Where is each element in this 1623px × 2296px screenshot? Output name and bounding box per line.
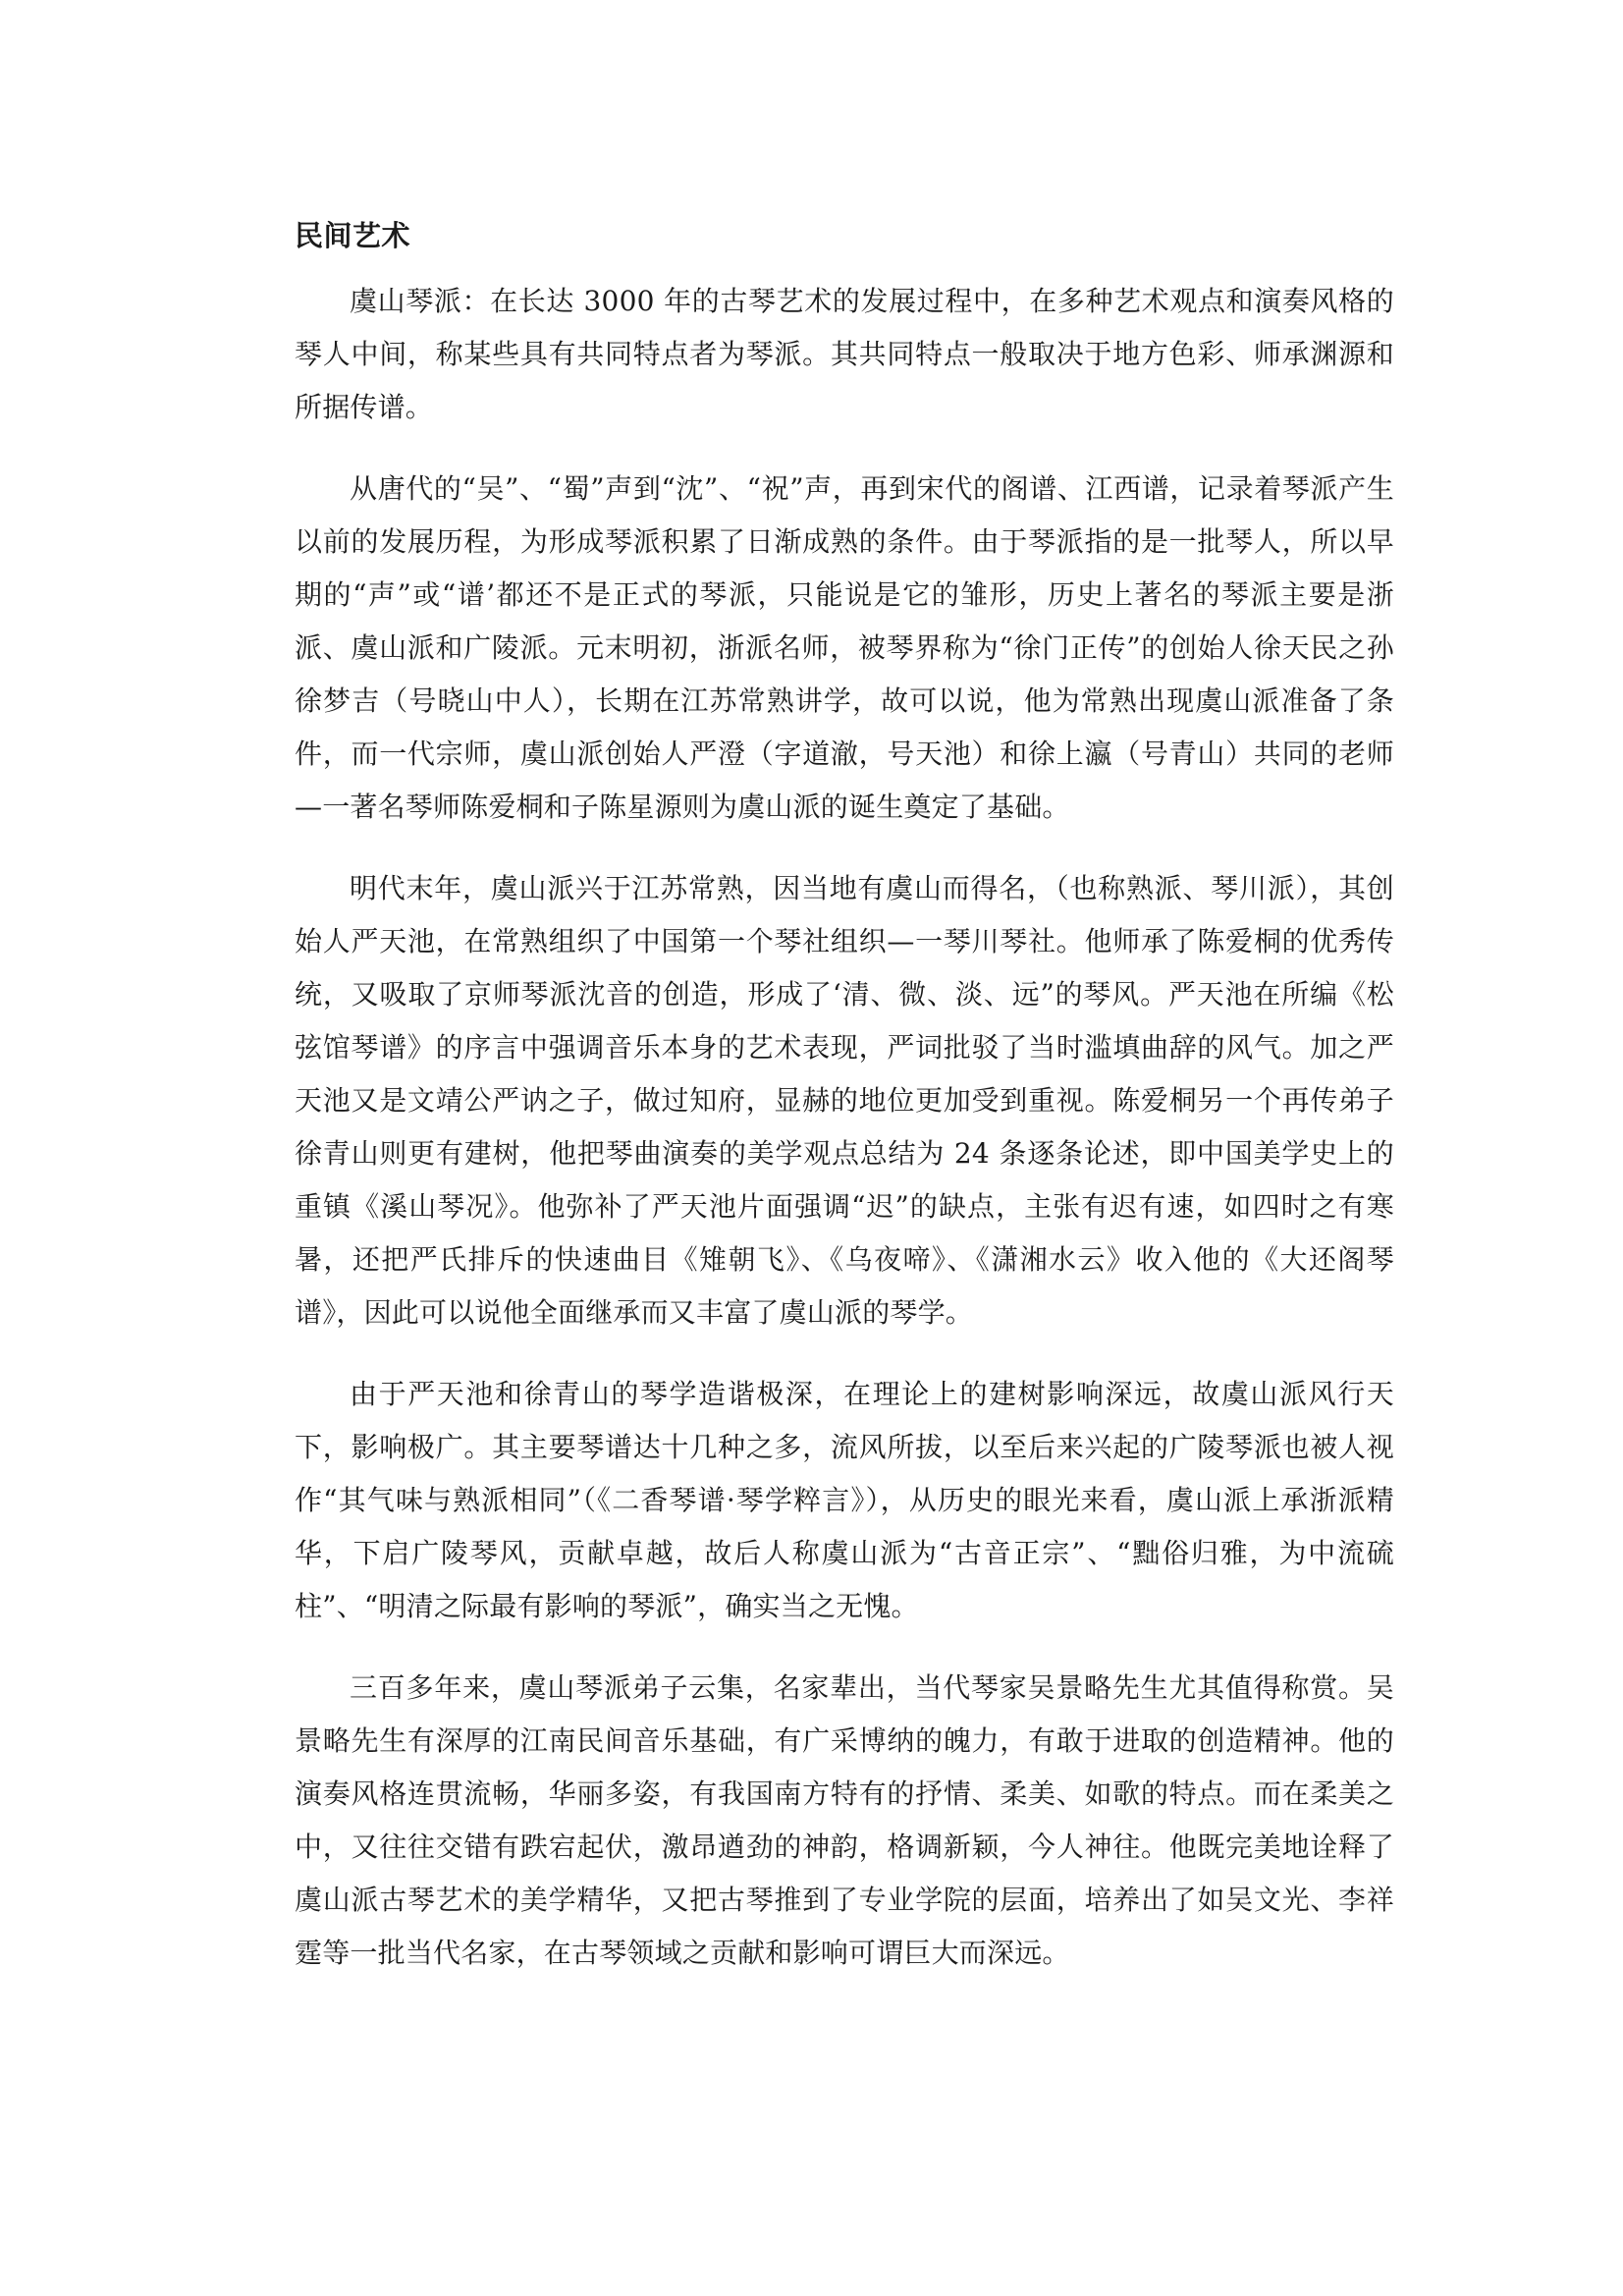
section-heading: 民间艺术 (295, 219, 411, 252)
paragraph-1: 虞山琴派：在长达 3000 年的古琴艺术的发展过程中，在多种艺术观点和演奏风格的琴人中间，称某些具有共同特点者为琴派。其共同特点一般取决于地方色彩、师承渊源和所据传谱。 (295, 285, 1394, 423)
document-page (295, 214, 1394, 2008)
paragraph-5: 三百多年来，虞山琴派弟子云集，名家辈出，当代琴家吴景略先生尤其值得称赏。吴景略先生有深厚的江南民间音乐基础，有广采博纳的魄力，有敢于进取的创造精神。他的演奏风格连贯流畅，华丽多姿，有我国南方特有的抒情、柔美、如歌的特点。而在柔美之中，又往往交错有跌宕起伏，激昂遒劲的神韵，格调新颖，今人神往。他既完美地诠释了虞山派古琴艺术的美学精华，又把古琴推到了专业学院的层面，培养出了如吴文光、李祥霆等一批当代名家，在古琴领域之贡献和影响可谓巨大而深远。 (295, 1671, 1394, 1969)
paragraph-4: 由于严天池和徐青山的琴学造谐极深，在理论上的建树影响深远，故虞山派风行天下，影响极广。其主要琴谱达十几种之多，流风所拔，以至后来兴起的广陵琴派也被人视作“其气味与熟派相同”（《二香琴谱·琴学粹言》），从历史的眼光来看，虞山派上承浙派精华，下启广陵琴风，贡献卓越，故后人称虞山派为“古音正宗”、“黜俗归雅，为中流硫柱”、“明清之际最有影响的琴派”，确实当之无愧。 (295, 1378, 1394, 1622)
paragraph-3: 明代末年，虞山派兴于江苏常熟，因当地有虞山而得名，（也称熟派、琴川派），其创始人严天池，在常熟组织了中国第一个琴社组织—一琴川琴社。他师承了陈爱桐的优秀传统，又吸取了京师琴派沈音的创造，形成了‘清、微、淡、远”的琴风。严天池在所编《松弦馆琴谱》的序言中强调音乐本身的艺术表现，严词批驳了当时滥填曲辞的风气。加之严天池又是文靖公严讷之子，做过知府，显赫的地位更加受到重视。陈爱桐另一个再传弟子徐青山则更有建树，他把琴曲演奏的美学观点总结为 24 条逐条论述，即中国美学史上的重镇《溪山琴况》。他弥补了严天池片面强调“迟”的缺点，主张有迟有速，如四时之有寒暑，还把严氏排斥的快速曲目《雉朝飞》、《乌夜啼》、《潇湘水云》收入他的《大还阁琴谱》，因此可以说他全面继承而又丰富了虞山派的琴学。 (295, 872, 1394, 1329)
paragraph-2: 从唐代的“吴”、“蜀”声到“沈”、“祝”声，再到宋代的阁谱、江西谱，记录着琴派产生以前的发展历程，为形成琴派积累了日渐成熟的条件。由于琴派指的是一批琴人，所以早期的“声”或“谱’都还不是正式的琴派，只能说是它的雏形，历史上著名的琴派主要是浙派、虞山派和广陵派。元末明初，浙派名师，被琴界称为“徐门正传”的创始人徐天民之孙徐梦吉（号晓山中人），长期在江苏常熟讲学，故可以说，他为常熟出现虞山派准备了条件，而一代宗师，虞山派创始人严澄（字道澈，号天池）和徐上瀛（号青山）共同的老师—一著名琴师陈爱桐和子陈星源则为虞山派的诞生奠定了基础。 (295, 472, 1394, 823)
